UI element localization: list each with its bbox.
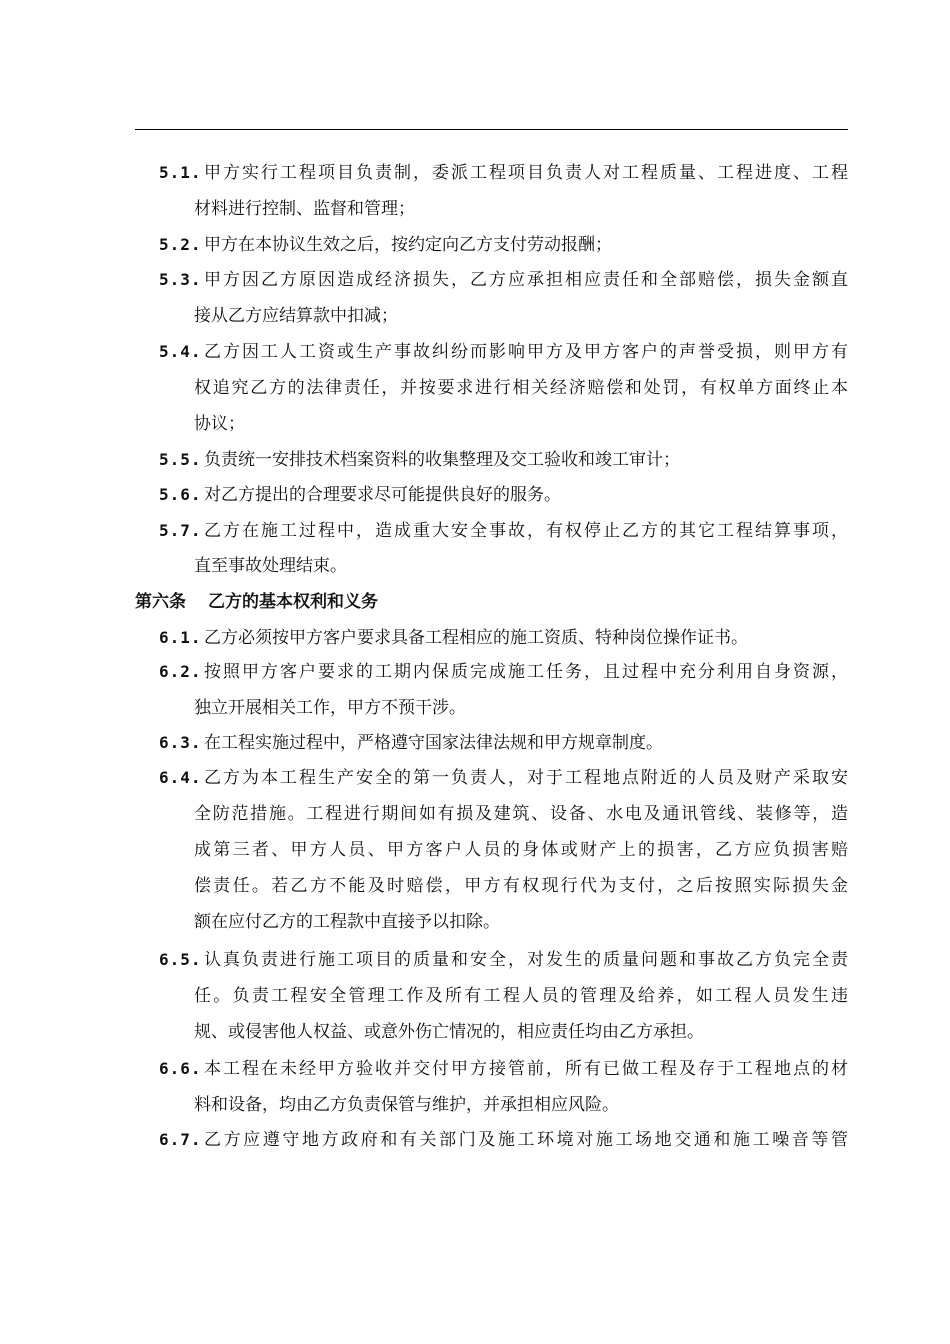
- clause-text: 偿责任。若乙方不能及时赔偿，甲方有权现行代为支付，之后按照实际损失金: [194, 876, 848, 896]
- clause-text: 本工程在未经甲方验收并交付甲方接管前，所有已做工程及存于工程地点的材: [204, 1059, 848, 1079]
- clause-number: 6.2.: [159, 662, 202, 681]
- clause-text: 对乙方提出的合理要求尽可能提供良好的服务。: [204, 485, 561, 505]
- clause-text: 乙方应遵守地方政府和有关部门及施工环境对施工场地交通和施工噪音等管: [204, 1130, 848, 1150]
- clause-text: 乙方在施工过程中，造成重大安全事故，有权停止乙方的其它工程结算事项，: [204, 521, 848, 541]
- clause-number: 6.1.: [159, 628, 202, 647]
- clause-number: 5.4.: [159, 342, 202, 361]
- clause-number: 6.3.: [159, 733, 202, 752]
- clause-text: 乙方为本工程生产安全的第一负责人，对于工程地点附近的人员及财产采取安: [204, 768, 848, 788]
- header-rule: [135, 129, 848, 130]
- clause-number: 5.1.: [159, 163, 202, 182]
- clause-text: 按照甲方客户要求的工期内保质完成施工任务，且过程中充分利用自身资源，: [204, 662, 848, 682]
- section-heading: [135, 591, 378, 613]
- clause-text: 规、或侵害他人权益、或意外伤亡情况的，相应责任均由乙方承担。: [194, 1022, 704, 1042]
- clause-text: 料和设备，均由乙方负责保管与维护，并承担相应风险。: [194, 1095, 619, 1115]
- clause-text: 成第三者、甲方人员、甲方客户人员的身体或财产上的损害，乙方应负损害赔: [194, 840, 848, 860]
- clause-text: 材料进行控制、监督和管理；: [194, 199, 415, 219]
- clause-number: 5.6.: [159, 485, 202, 504]
- clause-text: 甲方实行工程项目负责制，委派工程项目负责人对工程质量、工程进度、工程: [204, 163, 848, 183]
- clause-text: 负责统一安排技术档案资料的收集整理及交工验收和竣工审计；: [204, 450, 680, 470]
- clause-number: 6.6.: [159, 1059, 202, 1078]
- clause-text: 直至事故处理结束。: [194, 556, 347, 576]
- article-number: 第六条: [135, 592, 186, 612]
- clause-text: 认真负责进行施工项目的质量和安全，对发生的质量问题和事故乙方负完全责: [204, 950, 848, 970]
- clause-text: 任。负责工程安全管理工作及所有工程人员的管理及给养，如工程人员发生违: [194, 986, 848, 1006]
- clause-text: 甲方因乙方原因造成经济损失，乙方应承担相应责任和全部赔偿，损失金额直: [204, 270, 848, 290]
- clause-text: 接从乙方应结算款中扣减；: [194, 306, 398, 326]
- clause-text: 权追究乙方的法律责任，并按要求进行相关经济赔偿和处罚，有权单方面终止本: [194, 378, 848, 398]
- clause-number: 5.7.: [159, 521, 202, 540]
- clause-number: 5.2.: [159, 235, 202, 254]
- clause-number: 6.7.: [159, 1130, 202, 1149]
- clause-text: 乙方必须按甲方客户要求具备工程相应的施工资质、特种岗位操作证书。: [204, 628, 748, 648]
- clause-text: 独立开展相关工作，甲方不预干涉。: [194, 698, 466, 718]
- clause-text: 全防范措施。工程进行期间如有损及建筑、设备、水电及通讯管线、装修等，造: [194, 804, 848, 824]
- clause-text: 甲方在本协议生效之后，按约定向乙方支付劳动报酬；: [204, 235, 612, 255]
- clause-text: 额在应付乙方的工程款中直接予以扣除。: [194, 912, 500, 932]
- clause-number: 6.5.: [159, 950, 202, 969]
- clause-text: 在工程实施过程中，严格遵守国家法律法规和甲方规章制度。: [204, 733, 663, 753]
- clause-number: 5.3.: [159, 270, 202, 289]
- clause-text: 协议；: [194, 414, 245, 434]
- section-title: 乙方的基本权利和义务: [208, 592, 378, 612]
- clause-number: 5.5.: [159, 450, 202, 469]
- clause-text: 乙方因工人工资或生产事故纠纷而影响甲方及甲方客户的声誉受损，则甲方有: [204, 342, 848, 362]
- clause-number: 6.4.: [159, 768, 202, 787]
